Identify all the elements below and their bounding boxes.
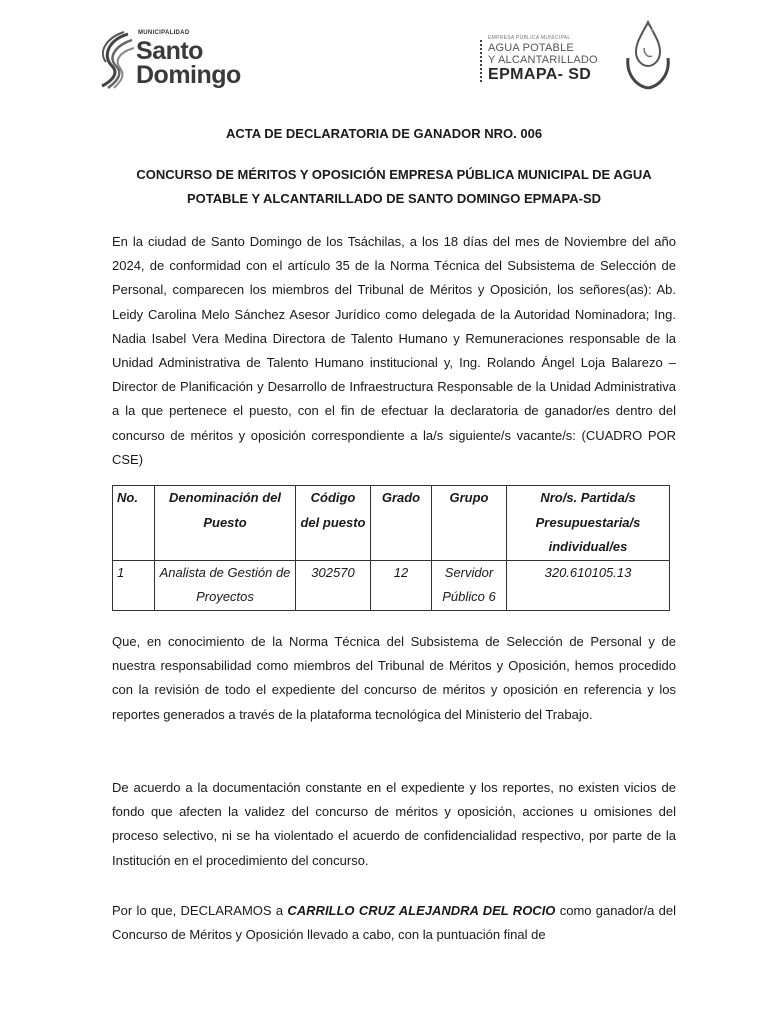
validity-paragraph: De acuerdo a la documentación constante en el expediente y los reportes, no existen vicios de fondo que afecten la validez del concurso de méritos y oposición, acciones u omisiones del proceso selectivo, ni se ha violentado el acuerdo de confidencialidad respectivo, por parte de la Institución en el procedimiento del concurso. — [112, 780, 676, 868]
cell-denominacion: Analista de Gestión de Proyectos — [155, 560, 296, 610]
municipality-small-label: MUNICIPALIDAD — [138, 30, 190, 36]
cell-codigo: 302570 — [296, 560, 371, 610]
epmapa-tiny-label: EMPRESA PÚBLICA MUNICIPAL — [488, 35, 571, 41]
water-drop-hands-icon — [622, 18, 674, 94]
intro-paragraph: En la ciudad de Santo Domingo de los Tsáchilas, a los 18 días del mes de Noviembre del año 2024, de conformidad con el artículo 35 de la Norma Técnica del Subsistema de Selección de Personal, comparecen los miembros del Tribunal de Méritos y Oposición, los señores(as): Ab. Leidy Carolina Melo Sánchez Asesor Jurídico como delegada de la Autoridad Nominadora; Ing. Nadia Isabel Vera Medina Directora de Talento Humano y Remuneraciones responsable de la Unidad Administrativa de Talento Humano institucional y, Ing. Rolando Ángel Loja Balarezo – Director de Planificación y Desarrollo de Infraestructura Responsable de la Unidad Administrativa a la que pertenece el puesto, con el fin de efectuar la declaratoria de ganador/es dentro del concurso de méritos y oposición correspondiente a la/s siguiente/s vacante/s: (CUADRO POR CSE) — [112, 234, 676, 467]
declaration-text-before: Por lo que, DECLARAMOS a — [112, 903, 288, 918]
subtitle-line1: CONCURSO DE MÉRITOS Y OPOSICIÓN EMPRESA PÚBLICA MUNICIPAL DE AGUA — [136, 167, 652, 182]
epmapa-name: EPMAPA- SD — [488, 66, 592, 83]
logo-divider — [480, 40, 486, 82]
winner-name: CARRILLO CRUZ ALEJANDRA DEL ROCIO — [287, 903, 556, 918]
document-subtitle — [100, 163, 688, 211]
cell-grado: 12 — [371, 560, 432, 610]
subtitle-line2: POTABLE Y ALCANTARILLADO DE SANTO DOMINGO EPMAPA-SD — [186, 191, 602, 206]
col-header-no: No. — [113, 486, 155, 561]
declaration-paragraph — [112, 899, 676, 947]
col-header-partida: Nro/s. Partida/s Presupuestaria/s individual/es — [507, 486, 670, 561]
epmapa-logo — [478, 18, 674, 94]
municipal-swoosh-icon — [98, 30, 136, 90]
cell-no: 1 — [113, 560, 155, 610]
col-header-grado: Grado — [371, 486, 432, 561]
cell-grupo: Servidor Público 6 — [432, 560, 507, 610]
declaration-text-after: como ganador/a del Concurso de Méritos y Oposición llevado a cabo, con la puntuación final de — [112, 903, 676, 943]
review-paragraph: Que, en conocimiento de la Norma Técnica del Subsistema de Selección de Personal y de nuestra responsabilidad como miembros del Tribunal de Méritos y Oposición, hemos procedido con la revisión de todo el expediente del concurso de méritos y oposición en referencia y los reportes generados a través de la plataforma tecnológica del Ministerio del Trabajo. — [112, 634, 676, 722]
table-header-row — [113, 486, 670, 561]
col-header-codigo: Código del puesto — [296, 486, 371, 561]
table-row — [113, 560, 670, 610]
col-header-grupo: Grupo — [432, 486, 507, 561]
document-title: ACTA DE DECLARATORIA DE GANADOR NRO. 006 — [225, 126, 543, 141]
cell-partida: 320.610105.13 — [507, 560, 670, 610]
municipality-logo — [98, 26, 268, 96]
municipality-name-line1: Santo — [136, 37, 203, 65]
epmapa-line1: AGUA POTABLE — [488, 42, 574, 54]
municipality-name-line2: Domingo — [136, 61, 241, 89]
vacancies-table — [112, 485, 670, 611]
col-header-denominacion: Denominación del Puesto — [155, 486, 296, 561]
epmapa-line2: Y ALCANTARILLADO — [488, 54, 598, 66]
